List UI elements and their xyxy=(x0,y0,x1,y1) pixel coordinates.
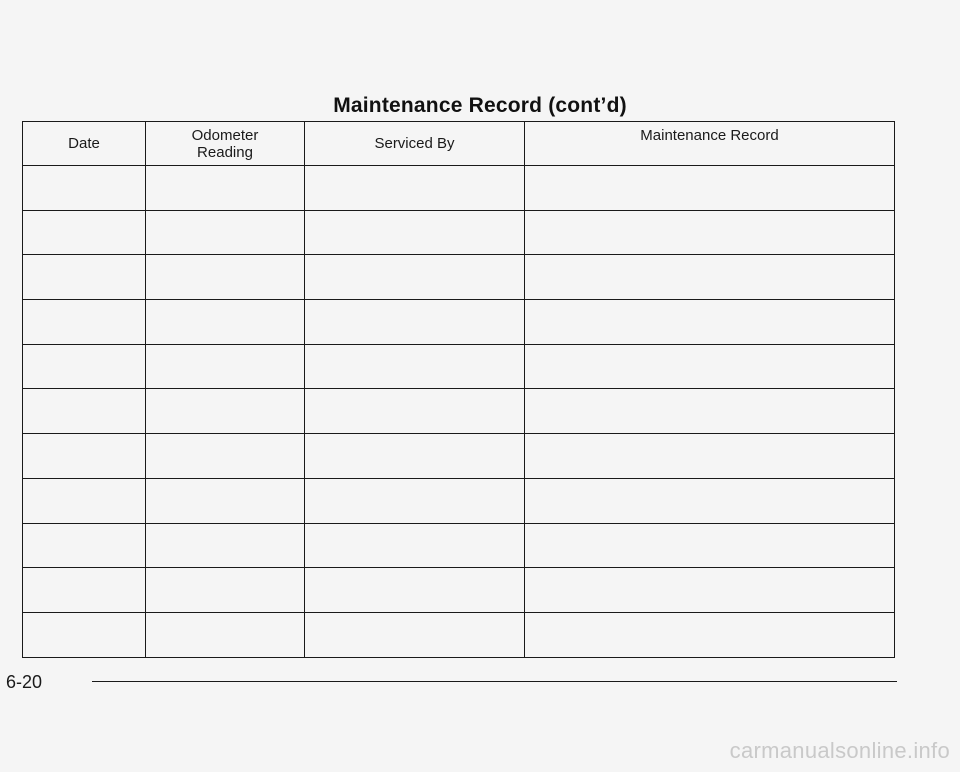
serviced-by-cell xyxy=(305,300,525,345)
serviced-by-cell xyxy=(305,523,525,568)
serviced-by-cell xyxy=(305,478,525,523)
date-cell xyxy=(23,344,146,389)
table-row xyxy=(23,434,895,479)
date-cell xyxy=(23,166,146,211)
table-row xyxy=(23,389,895,434)
table-row xyxy=(23,523,895,568)
header-maintenance-record: Maintenance Record xyxy=(525,122,895,166)
table-row xyxy=(23,344,895,389)
serviced-by-cell xyxy=(305,166,525,211)
date-cell xyxy=(23,389,146,434)
serviced-by-cell xyxy=(305,612,525,657)
footer-rule xyxy=(92,681,897,682)
maintenance-record-cell xyxy=(525,166,895,211)
date-cell xyxy=(23,523,146,568)
table-row xyxy=(23,210,895,255)
odometer-cell xyxy=(146,210,305,255)
date-cell xyxy=(23,478,146,523)
header-odometer-reading xyxy=(146,122,305,166)
date-cell xyxy=(23,568,146,613)
maintenance-record-cell xyxy=(525,344,895,389)
watermark: carmanualsonline.info xyxy=(729,738,950,763)
odometer-cell xyxy=(146,434,305,479)
header-odometer-line1: Odometer xyxy=(191,126,259,144)
maintenance-record-cell xyxy=(525,478,895,523)
table-body xyxy=(23,166,895,658)
date-cell xyxy=(23,434,146,479)
date-cell xyxy=(23,210,146,255)
table-row xyxy=(23,166,895,211)
page-number: 6-20 xyxy=(6,672,43,692)
maintenance-record-cell xyxy=(525,255,895,300)
page-title: Maintenance Record (cont’d) xyxy=(333,94,627,117)
table-row xyxy=(23,300,895,345)
date-cell xyxy=(23,612,146,657)
odometer-cell xyxy=(146,255,305,300)
table-header-row xyxy=(23,122,895,166)
table-row xyxy=(23,568,895,613)
odometer-cell xyxy=(146,344,305,389)
date-cell xyxy=(23,255,146,300)
odometer-cell xyxy=(146,568,305,613)
odometer-cell xyxy=(146,300,305,345)
maintenance-record-cell xyxy=(525,300,895,345)
serviced-by-cell xyxy=(305,344,525,389)
serviced-by-cell xyxy=(305,434,525,479)
maintenance-record-cell xyxy=(525,210,895,255)
odometer-cell xyxy=(146,612,305,657)
header-odometer-line2: Reading xyxy=(197,143,253,161)
maintenance-record-cell xyxy=(525,523,895,568)
maintenance-record-cell xyxy=(525,568,895,613)
serviced-by-cell xyxy=(305,568,525,613)
maintenance-record-table xyxy=(22,121,895,658)
maintenance-record-cell xyxy=(525,612,895,657)
maintenance-record-cell xyxy=(525,434,895,479)
serviced-by-cell xyxy=(305,210,525,255)
table-row xyxy=(23,478,895,523)
table-row xyxy=(23,612,895,657)
odometer-cell xyxy=(146,166,305,211)
maintenance-record-cell xyxy=(525,389,895,434)
date-cell xyxy=(23,300,146,345)
header-date: Date xyxy=(23,122,146,166)
odometer-cell xyxy=(146,478,305,523)
table-row xyxy=(23,255,895,300)
serviced-by-cell xyxy=(305,255,525,300)
odometer-cell xyxy=(146,523,305,568)
odometer-cell xyxy=(146,389,305,434)
header-serviced-by: Serviced By xyxy=(305,122,525,166)
serviced-by-cell xyxy=(305,389,525,434)
